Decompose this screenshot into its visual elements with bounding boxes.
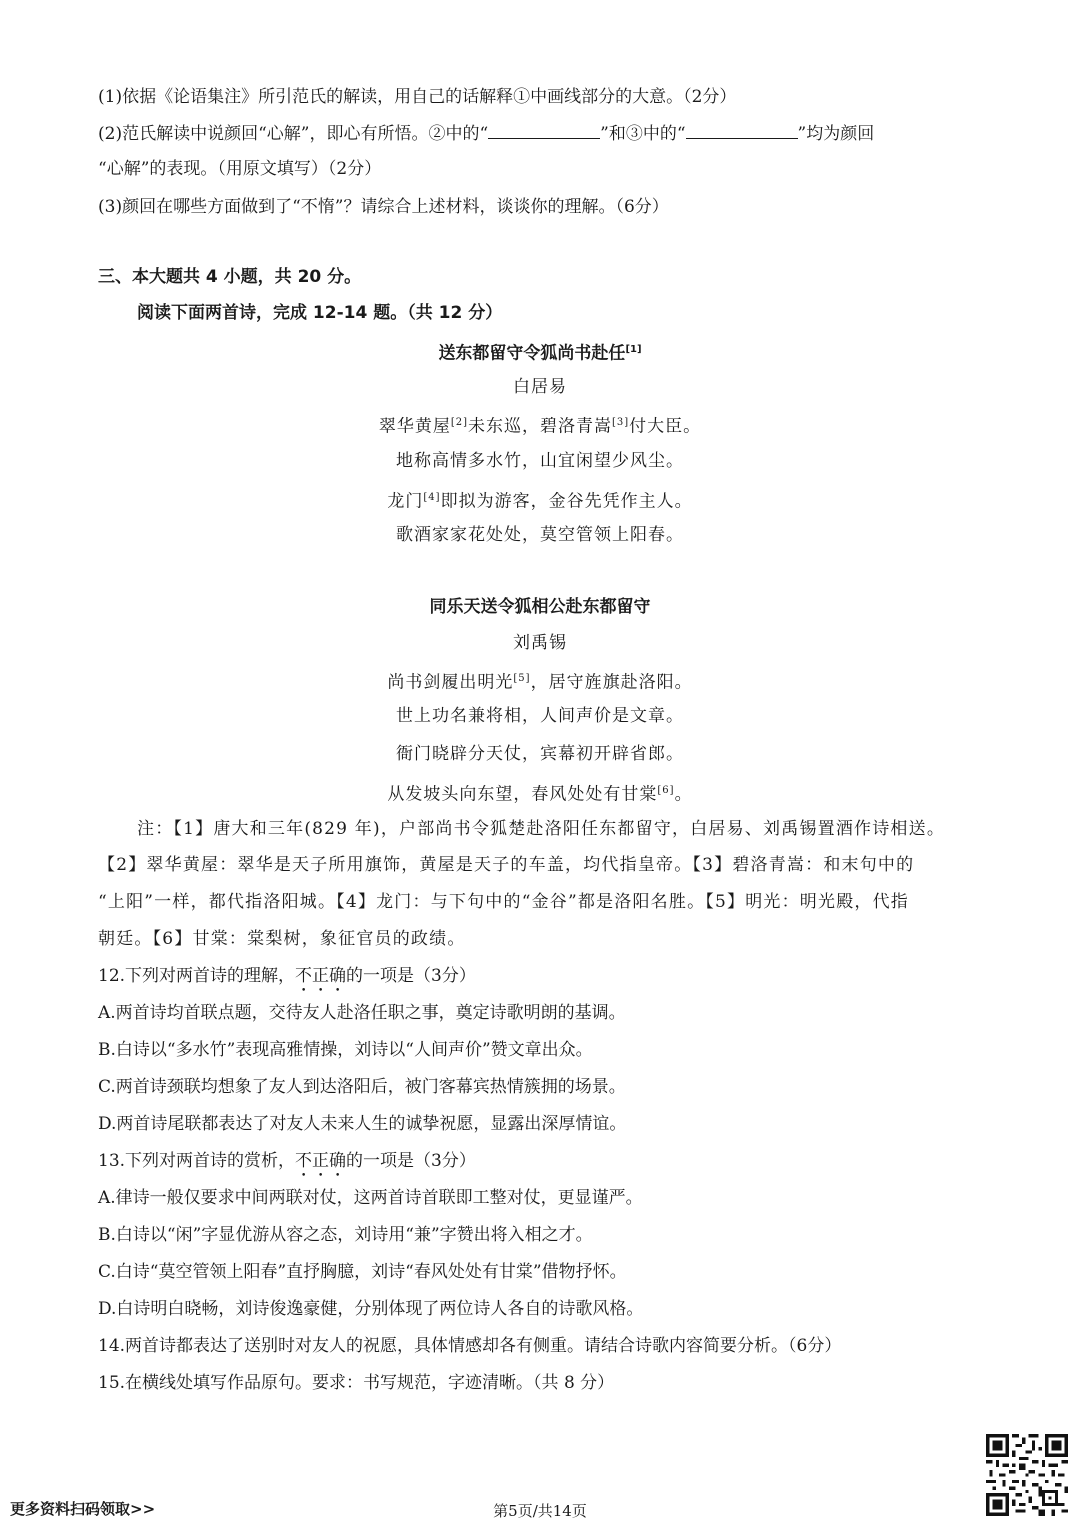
q12-option-c[interactable]: C.两首诗颈联均想象了友人到达洛阳后，被门客幕宾热情簇拥的场景。 xyxy=(98,1077,626,1097)
poem2-note-5: [5] xyxy=(513,673,531,684)
q13-option-d[interactable]: D.白诗明白晓畅，刘诗俊逸豪健，分别体现了两位诗人各自的诗歌风格。 xyxy=(98,1299,644,1319)
poem2-line1-a: 尚书剑履出明光 xyxy=(387,672,514,693)
note-line-2: 【2】翠华黄屋：翠华是天子所用旗饰，黄屋是天子的车盖，均代指皇帝。【3】碧洛青嵩：和末句中的 xyxy=(98,855,915,875)
poem2-line1 xyxy=(0,668,1080,694)
page-number: 第5页/共14页 xyxy=(493,1502,587,1520)
note-line-3: “上阳”一样，都代指洛阳城。【4】龙门：与下句中的“金谷”都是洛阳名胜。【5】明光：明光殿，代指 xyxy=(98,892,909,912)
q13-stem-a: 13.下列对两首诗的赏析， xyxy=(98,1151,296,1171)
question-11-3: (3)颜回在哪些方面做到了“不惰”？请综合上述材料，谈谈你的理解。（6分） xyxy=(98,197,669,217)
poem2-line4-a: 从发坡头向东望，春风处处有甘棠 xyxy=(387,784,658,805)
poem1-author: 白居易 xyxy=(513,377,567,397)
note-line-4: 朝廷。【6】甘棠：棠梨树，象征官员的政绩。 xyxy=(98,929,466,949)
q13-option-b[interactable]: B.白诗以“闲”字显优游从容之态，刘诗用“兼”字赞出将入相之才。 xyxy=(98,1225,593,1245)
poem1-line3 xyxy=(0,487,1080,513)
q13-option-a[interactable]: A.律诗一般仅要求中间两联对仗，这两首诗首联即工整对仗，更显谨严。 xyxy=(98,1188,643,1208)
poem1-line2: 地称高情多水竹，山宜闲望少风尘。 xyxy=(396,451,684,471)
poem2-title: 同乐天送令狐相公赴东都留守 xyxy=(429,597,651,617)
question-15: 15.在横线处填写作品原句。要求：书写规范，字迹清晰。（共 8 分） xyxy=(98,1373,615,1393)
poem2-line4 xyxy=(0,780,1080,806)
poem1-title-text: 送东都留守令狐尚书赴任 xyxy=(438,343,626,364)
question-12-stem xyxy=(98,965,476,996)
question-11-2 xyxy=(98,122,874,145)
poem2-line1-b: ，居守旌旗赴洛阳。 xyxy=(530,672,693,693)
answer-blank-2[interactable] xyxy=(686,122,798,139)
poem1-line1 xyxy=(0,412,1080,438)
q12-option-a[interactable]: A.两首诗均首联点题，交待友人赴洛任职之事，奠定诗歌明朗的基调。 xyxy=(98,1003,626,1023)
poem1-note-4: [4] xyxy=(423,492,441,503)
section-instruction: 阅读下面两首诗，完成 12-14 题。（共 12 分） xyxy=(137,303,503,323)
poem1-title xyxy=(0,339,1080,365)
q12-stem-emphasis: 不正确 xyxy=(295,966,347,986)
poem2-author: 刘禹锡 xyxy=(513,633,567,653)
question-11-2-line2: “心解”的表现。（用原文填写）（2分） xyxy=(98,159,382,179)
q2-text-part2: ”和③中的“ xyxy=(600,124,686,144)
poem2-line2: 世上功名兼将相，人间声价是文章。 xyxy=(396,706,684,726)
footer-more-resources-link[interactable]: 更多资料扫码领取>> xyxy=(10,1500,156,1518)
q12-stem-b: 的一项是（3分） xyxy=(346,966,476,986)
poem1-line1-c: 付大臣。 xyxy=(629,416,702,437)
poem1-line1-b: 未东巡，碧洛青嵩 xyxy=(468,416,612,437)
q2-text-part3: ”均为颜回 xyxy=(797,124,875,144)
q13-option-c[interactable]: C.白诗“莫空管领上阳春”直抒胸臆，刘诗“春风处处有甘棠”借物抒怀。 xyxy=(98,1262,627,1282)
section-heading: 三、本大题共 4 小题，共 20 分。 xyxy=(98,267,362,287)
note-line-1: 注：【1】唐大和三年(829 年)，户部尚书令狐楚赴洛阳任东都留守，白居易、刘禹锡置酒作诗相送。 xyxy=(137,819,946,839)
poem1-title-note: [1] xyxy=(625,344,642,355)
question-14: 14.两首诗都表达了送别时对友人的祝愿，具体情感却各有侧重。请结合诗歌内容简要分析。（6分） xyxy=(98,1336,842,1356)
q2-text-part1: (2)范氏解读中说颜回“心解”，即心有所悟。②中的“ xyxy=(98,124,489,144)
poem1-line4: 歌酒家家花处处，莫空管领上阳春。 xyxy=(396,525,684,545)
poem1-line1-a: 翠华黄屋 xyxy=(378,416,451,437)
poem1-line3-b: 即拟为游客，金谷先凭作主人。 xyxy=(440,491,693,512)
answer-blank-1[interactable] xyxy=(488,122,600,139)
poem1-line3-a: 龙门 xyxy=(387,491,424,512)
poem2-note-6: [6] xyxy=(657,785,675,796)
q13-stem-emphasis: 不正确 xyxy=(295,1151,347,1171)
question-13-stem xyxy=(98,1150,476,1181)
question-11-1: (1)依据《论语集注》所引范氏的解读，用自己的话解释①中画线部分的大意。（2分） xyxy=(98,87,737,107)
poem1-note-2: [2] xyxy=(450,417,468,428)
q12-stem-a: 12.下列对两首诗的理解， xyxy=(98,966,296,986)
poem1-note-3: [3] xyxy=(612,417,630,428)
q12-option-d[interactable]: D.两首诗尾联都表达了对友人未来人生的诚挚祝愿，显露出深厚情谊。 xyxy=(98,1114,627,1134)
q12-option-b[interactable]: B.白诗以“多水竹”表现高雅情操，刘诗以“人间声价”赞文章出众。 xyxy=(98,1040,593,1060)
poem2-line4-b: 。 xyxy=(674,784,693,805)
poem2-line3: 衙门晓辟分天仗，宾幕初开辟省郎。 xyxy=(396,744,684,764)
q13-stem-b: 的一项是（3分） xyxy=(346,1151,476,1171)
